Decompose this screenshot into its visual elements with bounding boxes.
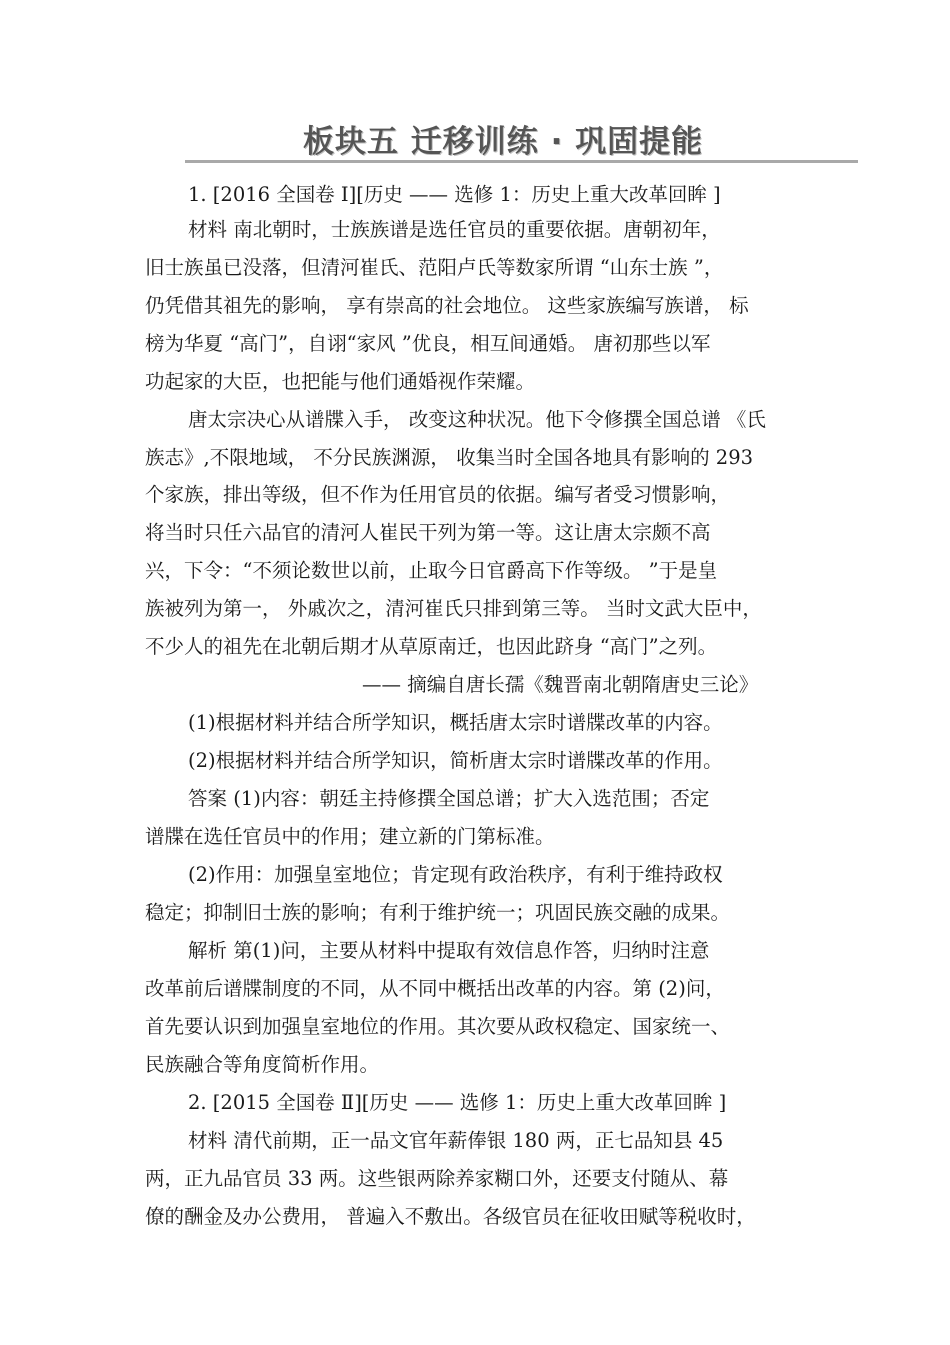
text-line: 功起家的大臣，也把能与他们通婚视作荣耀。 — [145, 370, 536, 393]
page-header — [185, 112, 858, 164]
text-line: 族被列为第一， 外戚次之，清河崔氏只排到第三等。 当时文武大臣中， — [145, 597, 762, 620]
text-line: 稳定；抑制旧士族的影响；有利于维护统一；巩固民族交融的成果。 — [145, 901, 731, 924]
text-line: 首先要认识到加强皇室地位的作用。其次要从政权稳定、国家统一、 — [145, 1015, 731, 1038]
text-line: (2)根据材料并结合所学知识，简析唐太宗时谱牒改革的作用。 — [188, 749, 723, 772]
text-line: 榜为华夏 “高门”，自诩“家风 ”优良，相互间通婚。 唐初那些以军 — [145, 332, 711, 355]
text-line: (1)根据材料并结合所学知识，概括唐太宗时谱牒改革的内容。 — [188, 711, 723, 734]
text-line: 僚的酬金及办公费用， 普遍入不敷出。各级官员在征收田赋等税收时， — [145, 1205, 756, 1228]
text-line: 答案 (1)内容：朝廷主持修撰全国总谱；扩大入选范围；否定 — [188, 787, 710, 810]
text-line: 1. [2016 全国卷 Ⅰ][历史 —— 选修 1：历史上重大改革回眸 ] — [188, 183, 721, 206]
text-line: 个家族，排出等级，但不作为任用官员的依据。编写者受习惯影响， — [145, 483, 731, 506]
text-line: 将当时只任六品官的清河人崔民干列为第一等。这让唐太宗颇不高 — [145, 521, 711, 544]
text-line: 谱牒在选任官员中的作用；建立新的门第标准。 — [145, 825, 555, 848]
text-line: 兴，下令：“不须论数世以前，止取今日官爵高下作等级。 ”于是皇 — [145, 559, 718, 582]
page-title: 板块五 迁移训练 · 巩固提能 — [303, 124, 704, 160]
text-line: 不少人的祖先在北朝后期才从草原南迁，也因此跻身 “高门”之列。 — [145, 635, 718, 658]
text-line: 民族融合等角度简析作用。 — [145, 1053, 380, 1076]
text-line: 2. [2015 全国卷 Ⅱ][历史 —— 选修 1：历史上重大改革回眸 ] — [188, 1091, 727, 1114]
text-line: 两，正九品官员 33 两。这些银两除养家糊口外，还要支付随从、幕 — [145, 1167, 729, 1190]
text-line: —— 摘编自唐长孺《魏晋南北朝隋唐史三论》 — [362, 673, 759, 696]
text-line: 族志》,不限地域， 不分民族渊源， 收集当时全国各地具有影响的 293 — [145, 446, 754, 469]
text-line: 旧士族虽已没落，但清河崔氏、范阳卢氏等数家所谓 “山东士族 ”， — [145, 256, 724, 279]
text-line: 材料 清代前期，正一品文官年薪俸银 180 两，正七品知县 45 — [188, 1129, 724, 1152]
text-line: 仍凭借其祖先的影响， 享有崇高的社会地位。 这些家族编写族谱， 标 — [145, 294, 749, 317]
text-line: 解析 第(1)问，主要从材料中提取有效信息作答，归纳时注意 — [188, 939, 710, 962]
text-line: 改革前后谱牒制度的不同，从不同中概括出改革的内容。第 (2)问， — [145, 977, 725, 1000]
text-line: 材料 南北朝时，士族族谱是选任官员的重要依据。唐朝初年， — [188, 218, 721, 241]
text-line: 唐太宗决心从谱牒入手， 改变这种状况。他下令修撰全国总谱 《氏 — [188, 408, 766, 431]
text-line: (2)作用：加强皇室地位；肯定现有政治秩序，有利于维持政权 — [188, 863, 723, 886]
header-divider — [185, 160, 858, 163]
